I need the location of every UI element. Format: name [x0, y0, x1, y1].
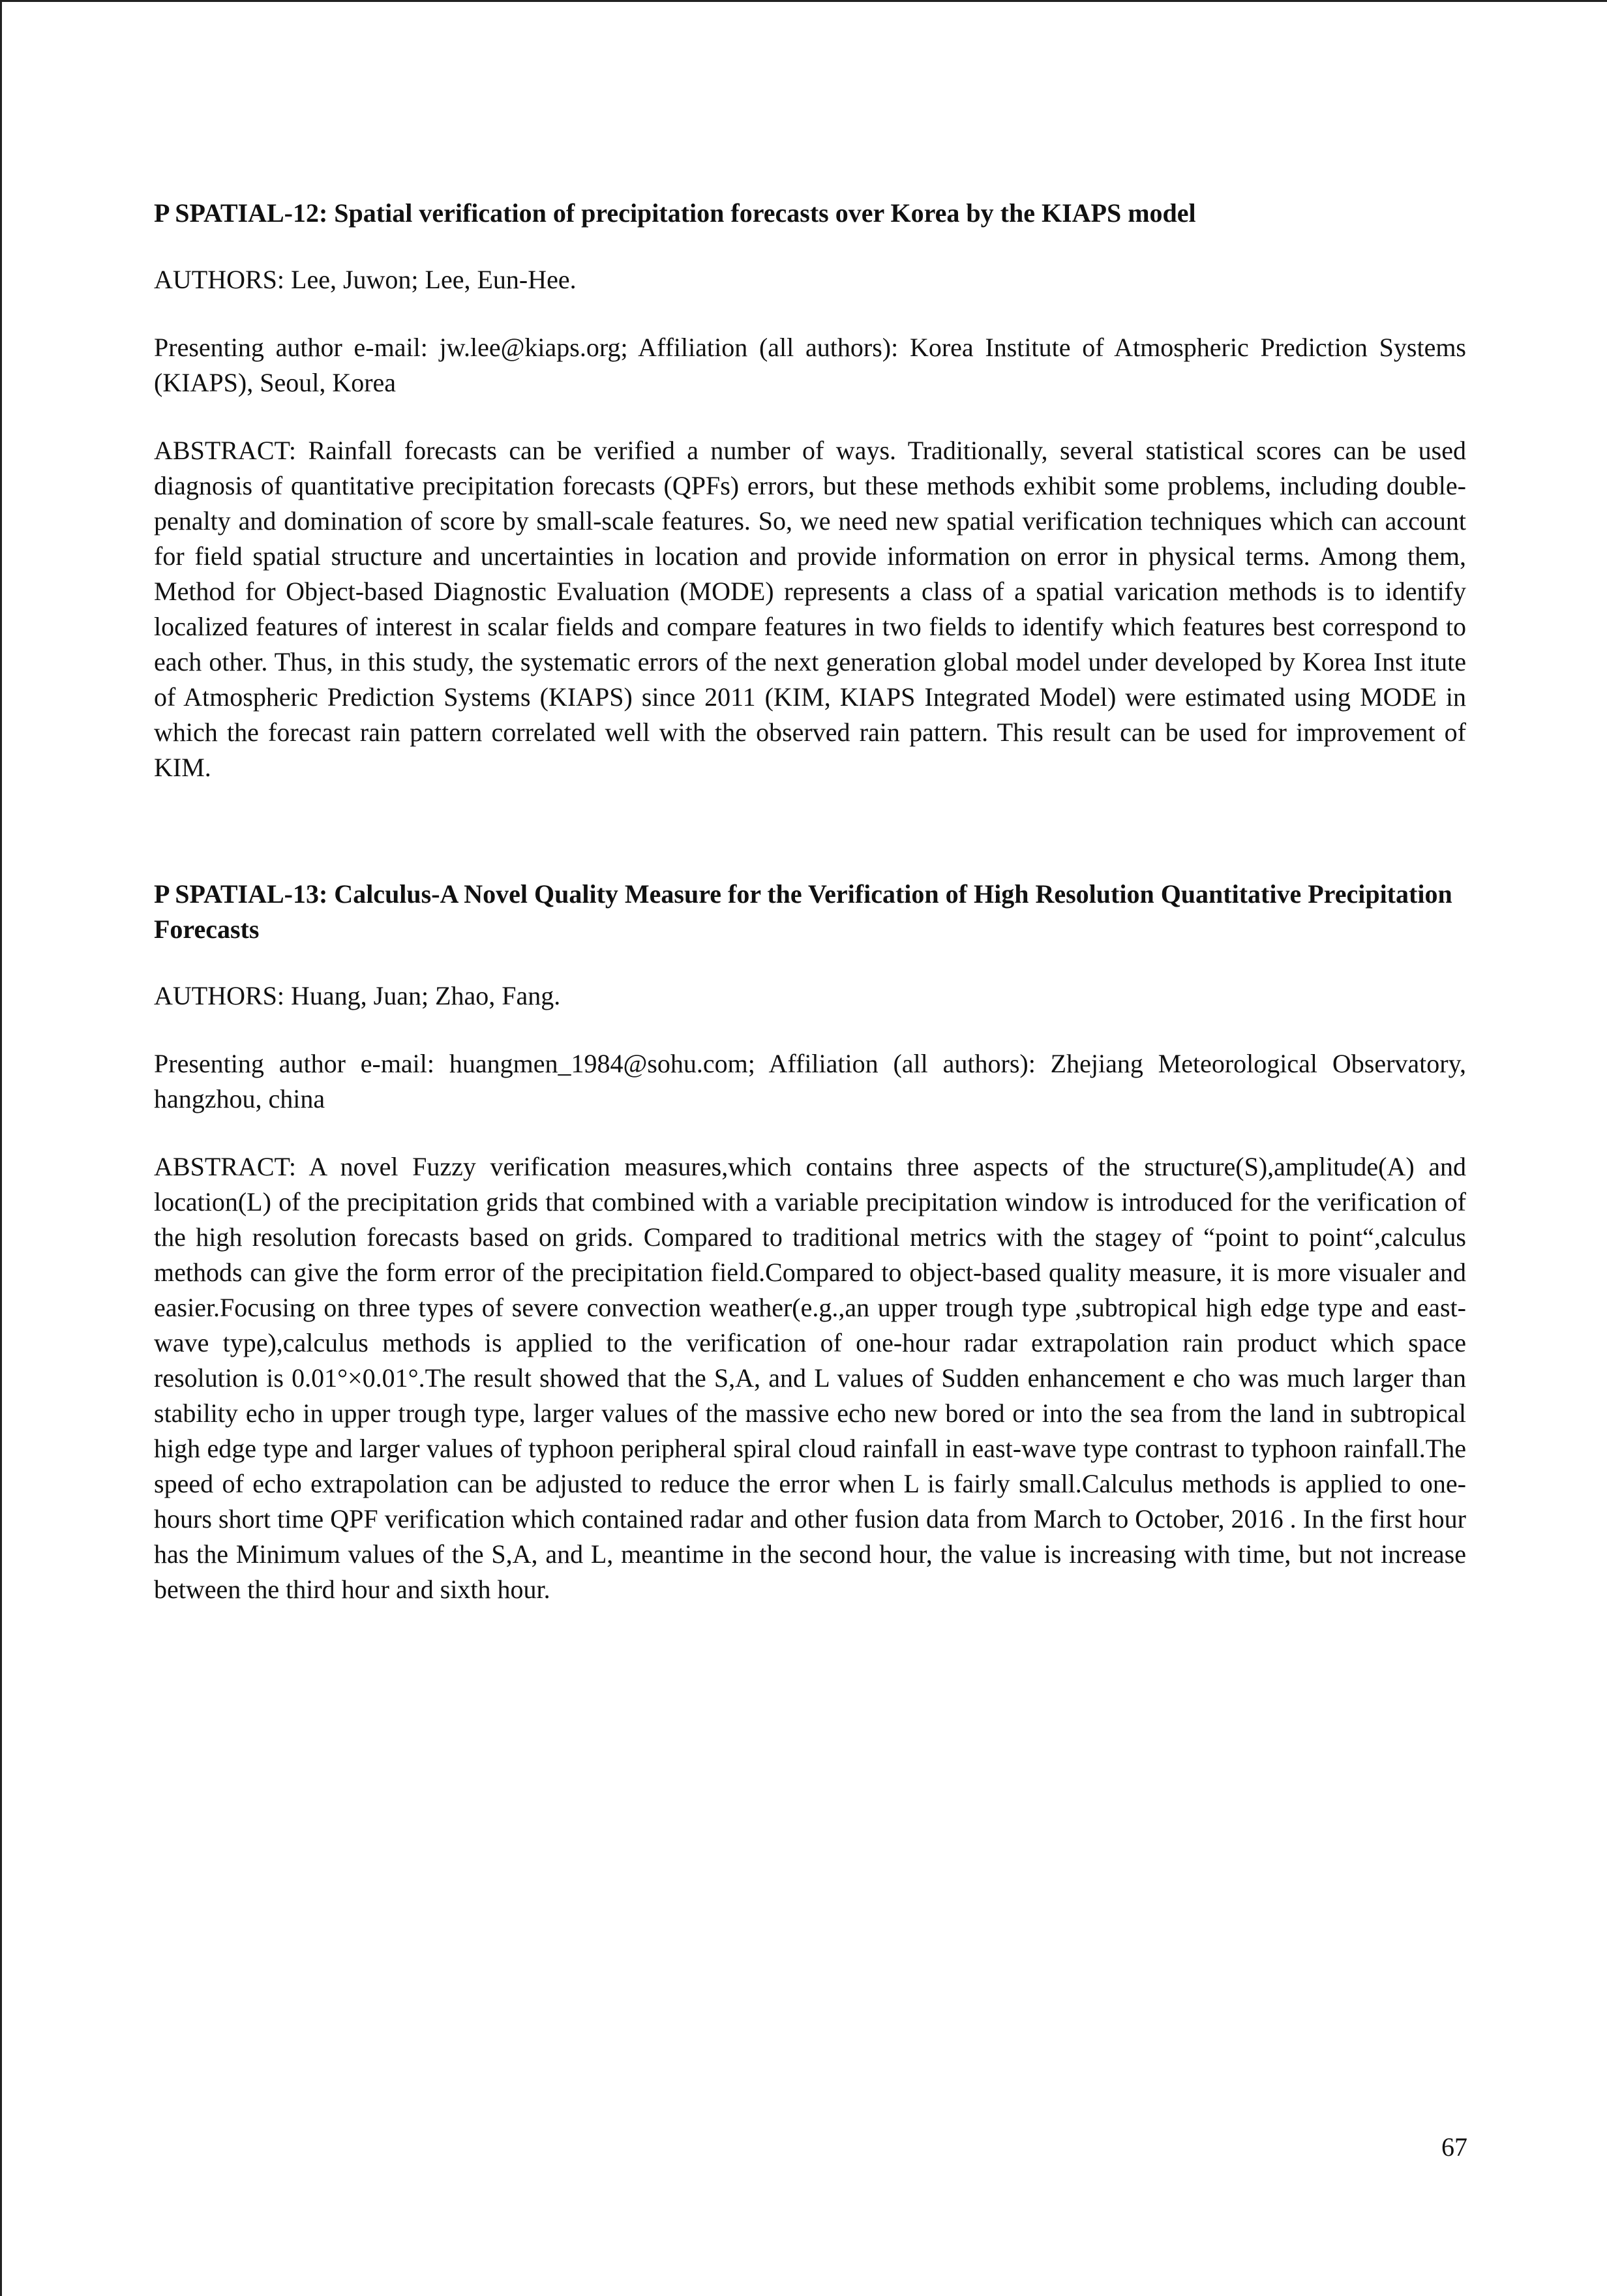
abstract-entry-spatial-13	[154, 877, 1466, 1607]
entry-contact: Presenting author e-mail: jw.lee@kiaps.org; Affiliation (all authors): Korea Institute of Atmospheric Prediction Systems (KIAPS), Seoul, Korea	[154, 333, 1466, 397]
document-body	[154, 196, 1466, 1607]
page-number: 67	[1441, 2132, 1467, 2162]
entry-title: P SPATIAL-13: Calculus-A Novel Quality Measure for the Verification of High Resolution Quantitative Precipitation Forecasts	[154, 879, 1452, 944]
entry-authors: AUTHORS: Huang, Juan; Zhao, Fang.	[154, 981, 561, 1010]
entry-contact: Presenting author e-mail: huangmen_1984@sohu.com; Affiliation (all authors): Zhejiang Meteorological Observatory, hangzhou, china	[154, 1049, 1466, 1113]
entry-abstract: ABSTRACT: Rainfall forecasts can be verified a number of ways. Traditionally, several statistical scores can be used diagnosis of quantitative precipitation forecasts (QPFs) errors, but these methods exhibit some problems, including double-penalty and domination of score by small-scale features. So, we need new spatial verification techniques which can account for field spatial structure and uncertainties in location and provide information on error in physical terms. Among them, Method for Object-based Diagnostic Evaluation (MODE) represents a class of a spatial varication methods is to identify localized features of interest in scalar fields and compare features in two fields to identify which features best correspond to each other. Thus, in this study, the systematic errors of the next generation global model under developed by Korea Inst itute of Atmospheric Prediction Systems (KIAPS) since 2011 (KIM, KIAPS Integrated Model) were estimated using MODE in which the forecast rain pattern correlated well with the observed rain pattern. This result can be used for improvement of KIM.	[154, 436, 1466, 782]
entry-title: P SPATIAL-12: Spatial verification of precipitation forecasts over Korea by the KIAPS model	[154, 198, 1196, 228]
entry-authors: AUTHORS: Lee, Juwon; Lee, Eun-Hee.	[154, 265, 577, 294]
entry-abstract: ABSTRACT: A novel Fuzzy verification measures,which contains three aspects of the structure(S),amplitude(A) and location(L) of the precipitation grids that combined with a variable precipitation window is introduced for the verification of the high resolution forecasts based on grids. Compared to traditional metrics with the stagey of “point to point“,calculus methods can give the form error of the precipitation field.Compared to object-based quality measure, it is more visualer and easier.Focusing on three types of severe convection weather(e.g.,an upper trough type ,subtropical high edge type and east-wave type),calculus methods is applied to the verification of one-hour radar extrapolation rain product which space resolution is 0.01°×0.01°.The result showed that the S,A, and L values of Sudden enhancement e cho was much larger than stability echo in upper trough type, larger values of the massive echo new bored or into the sea from the land in subtropical high edge type and larger values of typhoon peripheral spiral cloud rainfall in east-wave type contrast to typhoon rainfall.The speed of echo extrapolation can be adjusted to reduce the error when L is fairly small.Calculus methods is applied to one-hours short time QPF verification which contained radar and other fusion data from March to October, 2016 . In the first hour has the Minimum values of the S,A, and L, meantime in the second hour, the value is increasing with time, but not increase between the third hour and sixth hour.	[154, 1152, 1466, 1604]
abstract-entry-spatial-12	[154, 196, 1466, 785]
